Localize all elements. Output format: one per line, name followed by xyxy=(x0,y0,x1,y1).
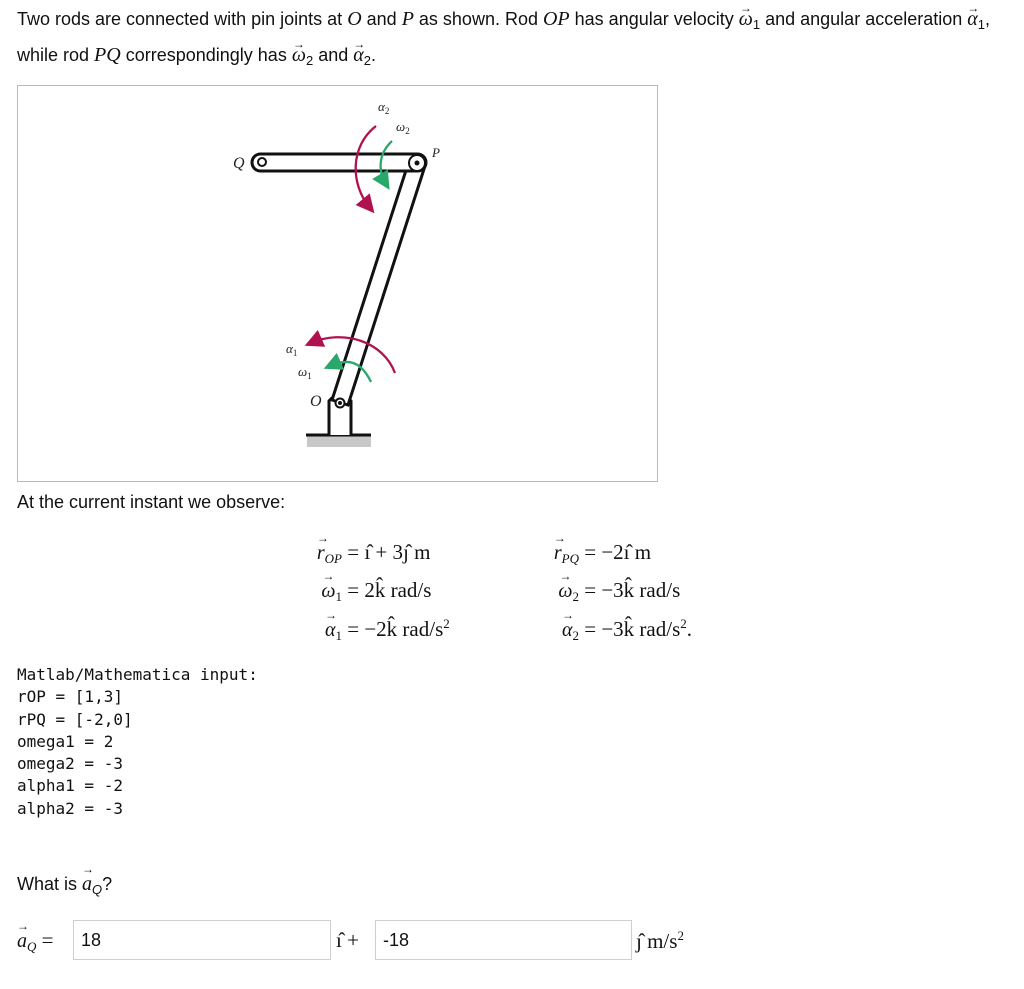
math-O: O xyxy=(347,8,362,30)
eq-omega2: → $\omega_2$ = −3k̂ rad/s xyxy=(537,578,680,605)
eq-alpha2-rhs: = −3k̂ rad/s xyxy=(584,617,681,641)
label-omega1: $\omega_1$ xyxy=(298,364,312,381)
answer-i-input[interactable] xyxy=(73,920,331,960)
math-P: P xyxy=(401,8,414,30)
rod-OP xyxy=(332,161,425,405)
mechanism-figure xyxy=(17,85,658,482)
pin-O-center xyxy=(338,401,342,405)
eq-rPQ-rhs: = −2ı̂ m xyxy=(584,540,652,564)
eq-alpha2: → $\alpha_2$ = −3k̂ rad/$s^2$. xyxy=(537,616,692,644)
code-header: Matlab/Mathematica input: xyxy=(17,665,258,684)
pin-P xyxy=(415,161,420,166)
label-Q: Q xyxy=(233,155,245,172)
eq-rOP-rhs: = ı̂ + 3ȷ̂ m xyxy=(347,540,431,564)
unit-j-hat: ȷ̂ $m/s^2$ xyxy=(636,928,684,953)
math-alpha1: → α xyxy=(967,4,978,35)
observe-text: At the current instant we observe: xyxy=(17,492,286,512)
intro-text: , while rod xyxy=(17,9,990,65)
label-alpha1: $\alpha_1$ xyxy=(286,341,298,358)
intro-text: . xyxy=(370,45,376,65)
intro-text: and xyxy=(313,45,354,65)
intro-text: as shown. Rod xyxy=(413,9,543,29)
ground-hatch xyxy=(307,435,371,447)
label-omega2: $\omega_2$ xyxy=(396,119,410,136)
math-sub: 1 xyxy=(977,17,985,32)
label-O: O xyxy=(310,393,322,410)
eq-rOP: → $r_{OP}$ = ı̂ + 3ȷ̂ m xyxy=(300,540,430,567)
answer-label: → $a_Q$ = xyxy=(17,928,53,955)
math-sub: 1 xyxy=(752,17,761,32)
intro-text: correspondingly has xyxy=(120,45,292,65)
eq-alpha1-rhs: = −2k̂ rad/s xyxy=(347,617,444,641)
eq-rPQ: → $r_{PQ}$ = −2ı̂ m xyxy=(537,540,651,567)
math-omega2: → ω xyxy=(292,40,306,71)
math-omega1: → ω xyxy=(739,4,753,35)
unit-i-hat: ı̂ + xyxy=(336,928,359,952)
eq-omega2-rhs: = −3k̂ rad/s xyxy=(584,578,681,602)
intro-text: has angular velocity xyxy=(569,9,739,29)
question-text: What is → $a_Q$? xyxy=(17,873,112,897)
mechanism-diagram xyxy=(18,86,659,483)
eq-alpha1: → $\alpha_1$ = −2k̂ rad/$s^2$ xyxy=(300,616,450,644)
eq-omega1-rhs: = 2k̂ rad/s xyxy=(347,578,432,602)
math-sub: 2 xyxy=(305,53,314,68)
pin-Q xyxy=(258,158,266,166)
math-OP: OP xyxy=(542,8,570,30)
code-line: rOP = [1,3] xyxy=(17,687,123,707)
label-P: P xyxy=(432,145,440,160)
intro-text: and xyxy=(361,9,402,29)
eq-omega1: → $\omega_1$ = 2k̂ rad/s xyxy=(300,578,431,605)
math-aQ: → a xyxy=(82,873,92,896)
code-line: omega1 = 2 xyxy=(17,731,114,751)
code-line: omega2 = -3 xyxy=(17,754,123,774)
answer-j-input[interactable] xyxy=(375,920,632,960)
code-line: alpha2 = -3 xyxy=(17,798,123,818)
intro-text: Two rods are connected with pin joints at xyxy=(17,9,348,29)
math-alpha2: → α xyxy=(353,40,364,71)
code-input-block xyxy=(17,664,258,820)
math-sub: 2 xyxy=(363,53,371,68)
code-line: alpha1 = -2 xyxy=(17,776,123,796)
math-PQ: PQ xyxy=(94,44,121,66)
label-alpha2: $\alpha_2$ xyxy=(378,99,390,116)
rod-PQ xyxy=(252,154,426,171)
code-line: rPQ = [-2,0] xyxy=(17,709,133,729)
intro-text: and angular acceleration xyxy=(760,9,968,29)
problem-statement xyxy=(17,4,1017,76)
